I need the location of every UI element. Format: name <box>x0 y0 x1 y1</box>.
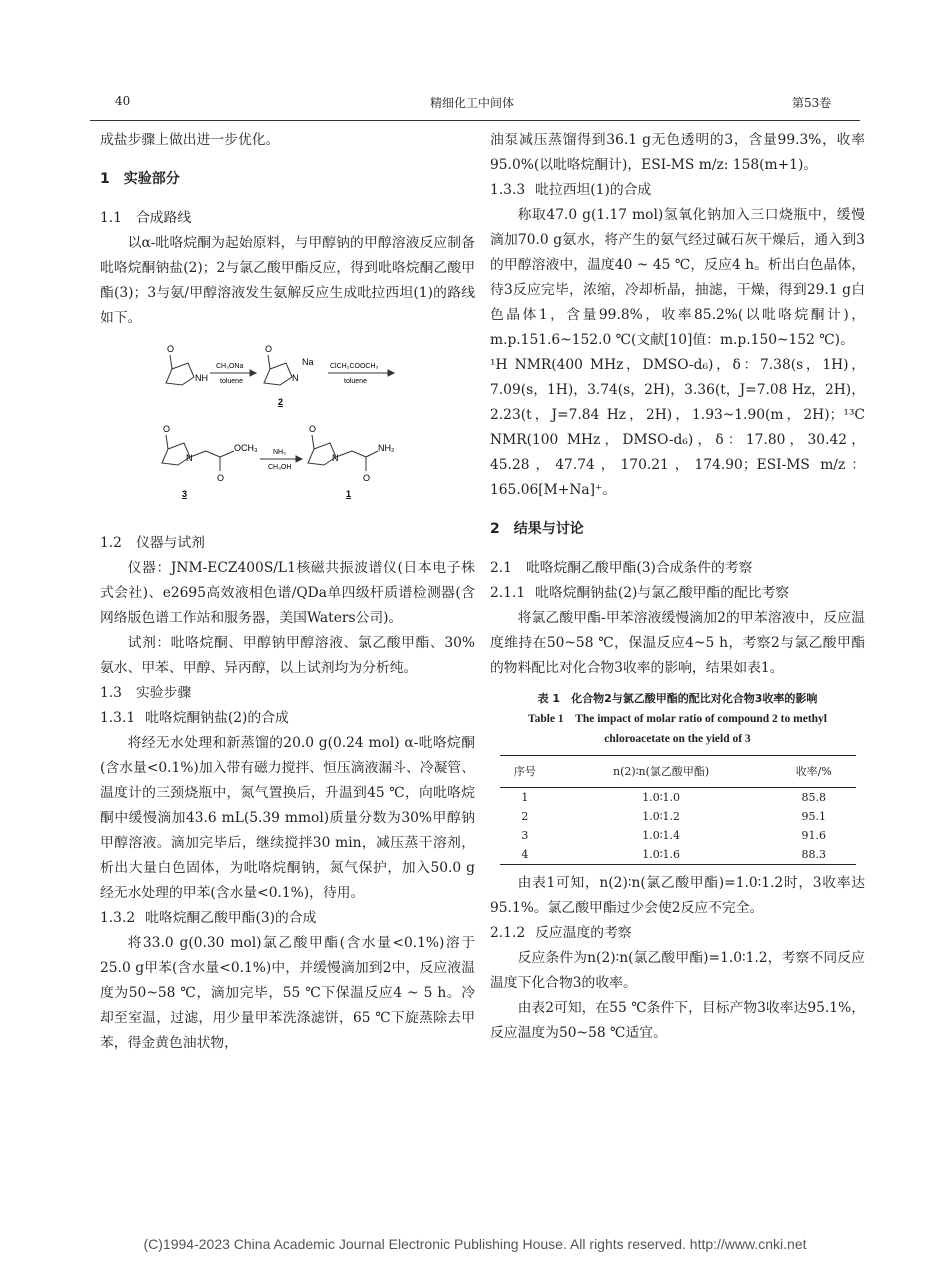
paragraph: 将氯乙酸甲酯-甲苯溶液缓慢滴加2的甲苯溶液中，反应温度维持在50~58 ℃，保温反应4~5 h，考察2与氯乙酸甲酯的物料配比对化合物3收率的影响，结果如表1。 <box>490 610 865 676</box>
section-number: 1.2 <box>100 535 122 551</box>
compound-1-label: 1 <box>346 489 352 499</box>
label-nh2: NH₂ <box>378 443 395 453</box>
compound-2-label: 2 <box>278 397 284 407</box>
label-och3: OCH₃ <box>234 443 258 453</box>
section-title: 吡咯烷酮乙酸甲酯(3)的合成 <box>145 910 317 926</box>
table-caption-en: Table 1 The impact of molar ratio of compound 2 to methyl <box>528 713 827 725</box>
table-row <box>500 807 856 826</box>
paragraph: 将经无水处理和新蒸馏的20.0 g(0.24 mol) α-吡咯烷酮(含水量<0.1%)加入带有磁力搅拌、恒压滴液漏斗、冷凝管、温度计的三颈烧瓶中，氮气置换后，升温到45 ℃，向吡咯烷酮中缓慢滴加43.6 mL(5.39 mmol)质量分数为30%甲醇钠甲醇溶液。滴加完毕后，继续搅拌30 min，减压蒸干溶剂，析出大量白色固体，为吡咯烷酮钠，氮气保护，加入50.0 g经无水处理的甲苯(含水量<0.1%)，待用。 <box>100 735 475 901</box>
section-number: 1 <box>100 171 110 187</box>
table-cell: 2 <box>521 810 529 823</box>
paragraph: 反应条件为n(2)∶n(氯乙酸甲酯)=1.0∶1.2，考察不同反应温度下化合物3的收率。 <box>490 950 865 991</box>
section-number: 1.1 <box>100 210 122 226</box>
label-o: O <box>163 424 171 434</box>
table-cell: 1.0∶1.2 <box>642 810 681 823</box>
subsection-heading <box>100 531 475 556</box>
solvent-2: toluene <box>344 378 367 385</box>
section-number: 2 <box>490 521 500 537</box>
section-number: 2.1.2 <box>490 925 526 941</box>
table-cell: 95.1 <box>801 810 827 823</box>
section-heading <box>100 167 475 192</box>
paragraph: 试剂：吡咯烷酮、甲醇钠甲醇溶液、氯乙酸甲酯、30%氨水、甲苯、甲醇、异丙醇，以上试剂均为分析纯。 <box>100 635 475 676</box>
right-column <box>490 128 865 1046</box>
section-title: 反应温度的考察 <box>535 925 632 941</box>
paragraph: 将33.0 g(0.30 mol)氯乙酸甲酯(含水量<0.1%)溶于25.0 g甲苯(含水量<0.1%)中，并缓慢滴加到2中，反应液温度为50~58 ℃，滴加完毕，55 ℃下保温反应4 ~ 5 h。冷却至室温，过滤，用少量甲苯洗涤滤饼，65 ℃下旋蒸除去甲苯，得金黄色油状物， <box>100 935 475 1051</box>
subsection-heading <box>100 681 475 706</box>
paragraph: 称取47.0 g(1.17 mol)氢氧化钠加入三口烧瓶中，缓慢滴加70.0 g氨水，将产生的氨气经过碱石灰干燥后，通入到3的甲醇溶液中，温度40 ~ 45 ℃，反应4 h。析出白色晶体，待3反应完毕，浓缩，冷却析晶，抽滤，干燥，得到29.1 g白色晶体1，含量99.8%，收率85.2%(以吡咯烷酮计)，m.p.151.6~152.0 ℃(文献[10]值：m.p.150~152 ℃)。 <box>490 207 865 348</box>
table-cell: 4 <box>500 845 551 865</box>
section-title: 合成路线 <box>135 210 192 226</box>
section-title: 仪器与试剂 <box>135 535 205 551</box>
page-number: 40 <box>115 94 131 108</box>
solvent-3: CH₃OH <box>268 464 292 471</box>
subsection-heading <box>490 556 865 581</box>
subsubsection-heading <box>100 706 475 731</box>
table-row <box>500 788 856 808</box>
label-o: O <box>309 424 317 434</box>
synthesis-scheme <box>100 337 475 527</box>
table-row <box>500 845 856 865</box>
paragraph: 以α-吡咯烷酮为起始原料，与甲醇钠的甲醇溶液反应制备吡咯烷酮钠盐(2)；2与氯乙酸甲酯反应，得到吡咯烷酮乙酸甲酯(3)；3与氨/甲醇溶液发生氨解反应生成吡拉西坦(1)的路线如下。 <box>100 235 475 326</box>
section-title: 吡拉西坦(1)的合成 <box>535 182 652 198</box>
subsubsection-heading <box>490 921 865 946</box>
label-o: O <box>217 473 225 483</box>
table-cell: 1.0∶1.4 <box>642 829 681 842</box>
reagent-3: NH₃ <box>273 449 286 456</box>
table-caption-cn: 表 1 化合物2与氯乙酸甲酯的配比对化合物3收率的影响 <box>537 692 818 705</box>
label-n: N <box>292 373 299 383</box>
section-number: 1.3.3 <box>490 182 526 198</box>
column-header: 收率/% <box>772 756 855 788</box>
paragraph: 油泵减压蒸馏得到36.1 g无色透明的3，含量99.3%，收率95.0%(以吡咯烷酮计)，ESI-MS m/z: 158(m+1)。 <box>490 132 865 173</box>
table-cell: 3 <box>521 829 529 842</box>
section-title: 吡咯烷酮乙酸甲酯(3)合成条件的考察 <box>525 560 753 576</box>
section-number: 1.3.1 <box>100 710 136 726</box>
solvent-1: toluene <box>220 378 243 385</box>
section-heading <box>490 517 865 542</box>
running-title: 精细化工中间体 <box>430 96 515 110</box>
label-nh: NH <box>195 373 208 383</box>
section-title: 实验步骤 <box>135 685 192 701</box>
table-cell: 1.0∶1.6 <box>550 845 772 865</box>
scheme-drawing <box>150 337 450 527</box>
column-header: 序号 <box>500 756 551 788</box>
section-number: 1.3 <box>100 685 122 701</box>
section-number: 2.1.1 <box>490 585 526 601</box>
label-n: N <box>332 453 339 463</box>
table-cell: 1.0∶1.0 <box>642 791 681 804</box>
label-n: N <box>186 453 193 463</box>
section-title: 实验部分 <box>123 171 180 187</box>
section-number: 2.1 <box>490 560 512 576</box>
table-cell: 91.6 <box>801 829 827 842</box>
table-row <box>500 826 856 845</box>
section-title: 吡咯烷酮钠盐(2)与氯乙酸甲酯的配比考察 <box>535 585 790 601</box>
paragraph: 成盐步骤上做出进一步优化。 <box>100 132 280 148</box>
copyright-footer: (C)1994-2023 China Academic Journal Electronic Publishing House. All rights reserved. http://www.cnki.net <box>143 1236 807 1252</box>
table-caption-en: chloroacetate on the yield of 3 <box>604 733 751 745</box>
subsubsection-heading <box>490 178 865 203</box>
label-o: O <box>167 344 175 354</box>
paragraph: 由表1可知，n(2)∶n(氯乙酸甲酯)=1.0∶1.2时，3收率达95.1%。氯乙酸甲酯过少会使2反应不完全。 <box>490 875 865 916</box>
left-column <box>100 128 475 1056</box>
section-number: 1.3.2 <box>100 910 136 926</box>
reagent-1: CH₃ONa <box>216 363 244 370</box>
column-header: n(2)∶n(氯乙酸甲酯) <box>550 756 772 788</box>
subsection-heading <box>100 206 475 231</box>
subsubsection-heading <box>490 581 865 606</box>
table-header-row <box>500 756 856 788</box>
label-o: O <box>363 473 371 483</box>
table-cell: 85.8 <box>801 791 827 804</box>
data-table <box>500 755 856 865</box>
header-rule <box>90 120 860 121</box>
subsubsection-heading <box>100 906 475 931</box>
volume-label: 第53卷 <box>792 96 832 110</box>
paragraph: 由表2可知，在55 ℃条件下，目标产物3收率达95.1%，反应温度为50~58 ℃适宜。 <box>490 1000 865 1041</box>
table-cell: 88.3 <box>772 845 855 865</box>
label-o: O <box>265 344 273 354</box>
paragraph: 仪器：JNM-ECZ400S/L1核磁共振波谱仪(日本电子株式会社)、e2695高效液相色谱/QDa单四级杆质谱检测器(含网络版色谱工作站和服务器，美国Waters公司)。 <box>100 560 475 626</box>
nmr-data: ¹H NMR(400 MHz，DMSO-d₆)，δ：7.38(s，1H)，7.09(s，1H)，3.74(s，2H)，3.36(t，J=7.08 Hz，2H)，2.23(t，J=7.84 Hz，2H)，1.93~1.90(m，2H)；¹³C NMR(100 MHz，DMSO-d₆)，δ：17.80，30.42，45.28，47.74，170.21，174.90；ESI-MS m/z：165.06[M+Na]⁺。 <box>490 357 865 498</box>
label-na: Na <box>302 357 314 367</box>
reagent-2: ClCH₂COOCH₃ <box>330 363 379 370</box>
table-cell: 1 <box>521 791 529 804</box>
section-title: 结果与讨论 <box>513 521 584 537</box>
section-title: 吡咯烷酮钠盐(2)的合成 <box>145 710 289 726</box>
compound-3-label: 3 <box>182 489 188 499</box>
